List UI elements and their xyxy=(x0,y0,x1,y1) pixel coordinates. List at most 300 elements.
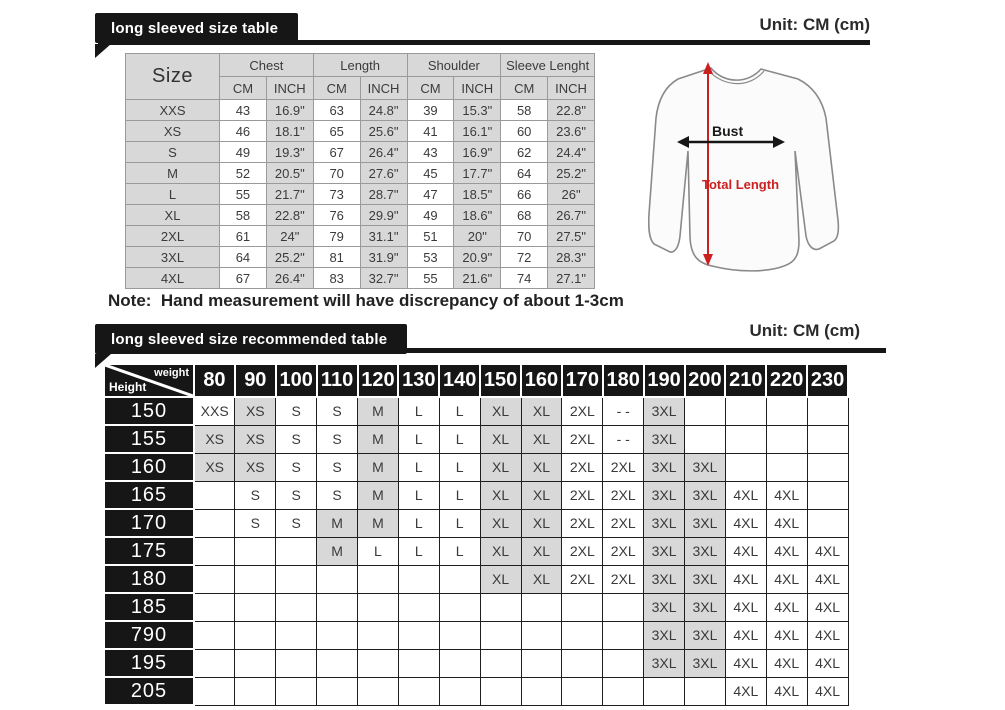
size-value-cell: 63 xyxy=(313,100,360,121)
recommended-size-cell xyxy=(807,481,848,509)
recommended-size-cell: 3XL xyxy=(685,649,726,677)
height-row-label: 180 xyxy=(104,565,194,593)
size-value-cell: 26.4" xyxy=(266,268,313,289)
recommended-size-cell xyxy=(521,593,562,621)
size-value-cell: 26.7" xyxy=(548,205,595,226)
recommended-size-cell: 3XL xyxy=(685,621,726,649)
recommended-size-cell: S xyxy=(276,509,317,537)
recommended-size-cell xyxy=(439,621,480,649)
height-row-label: 170 xyxy=(104,509,194,537)
recommended-size-cell: L xyxy=(358,537,399,565)
recommended-size-cell: 2XL xyxy=(603,565,644,593)
size-value-cell: 43 xyxy=(220,100,267,121)
top-table-title: long sleeved size table xyxy=(111,19,279,37)
recommended-size-cell: 2XL xyxy=(603,537,644,565)
size-value-cell: 24.4" xyxy=(548,142,595,163)
recommended-size-cell: 2XL xyxy=(562,425,603,453)
recommended-size-cell xyxy=(194,509,235,537)
size-column-header: Size xyxy=(126,54,220,100)
recommended-size-cell: 2XL xyxy=(562,537,603,565)
size-value-cell: 55 xyxy=(220,184,267,205)
matrix-row xyxy=(104,453,848,481)
size-value-cell: 26" xyxy=(548,184,595,205)
size-value-cell: 29.9" xyxy=(360,205,407,226)
recommended-size-cell: 3XL xyxy=(685,593,726,621)
size-value-cell: 32.7" xyxy=(360,268,407,289)
size-row-label: 2XL xyxy=(126,226,220,247)
recommended-size-cell xyxy=(521,677,562,705)
size-row-label: 3XL xyxy=(126,247,220,268)
recommended-size-cell xyxy=(766,425,807,453)
size-table-row xyxy=(126,226,595,247)
matrix-row xyxy=(104,481,848,509)
shirt-diagram xyxy=(648,46,888,296)
recommended-size-table xyxy=(103,363,849,706)
size-value-cell: 28.7" xyxy=(360,184,407,205)
recommended-size-cell: 2XL xyxy=(603,481,644,509)
size-value-cell: 61 xyxy=(220,226,267,247)
recommended-size-cell: XS xyxy=(235,397,276,425)
recommended-size-cell: 4XL xyxy=(807,565,848,593)
size-value-cell: 53 xyxy=(407,247,454,268)
recommended-size-cell xyxy=(276,649,317,677)
size-table-row xyxy=(126,100,595,121)
weight-height-corner-cell xyxy=(104,364,194,397)
recommended-size-cell xyxy=(276,677,317,705)
recommended-size-cell: M xyxy=(358,397,399,425)
recommended-size-cell xyxy=(194,649,235,677)
size-group-header: Length xyxy=(313,54,407,77)
recommended-size-cell: 3XL xyxy=(644,509,685,537)
recommended-size-cell xyxy=(276,537,317,565)
recommended-size-cell xyxy=(685,677,726,705)
size-row-label: XS xyxy=(126,121,220,142)
recommended-size-cell xyxy=(766,453,807,481)
recommended-size-cell: 3XL xyxy=(644,649,685,677)
size-value-cell: 79 xyxy=(313,226,360,247)
size-subheader: INCH xyxy=(548,77,595,100)
recommended-size-cell: S xyxy=(317,425,358,453)
recommended-size-cell xyxy=(439,593,480,621)
size-table-row xyxy=(126,247,595,268)
recommended-size-cell: L xyxy=(439,537,480,565)
recommended-size-cell xyxy=(276,593,317,621)
recommended-size-cell: 4XL xyxy=(725,677,766,705)
size-group-header: Shoulder xyxy=(407,54,501,77)
recommended-size-cell: XL xyxy=(521,453,562,481)
recommended-size-cell xyxy=(603,621,644,649)
size-row-label: 4XL xyxy=(126,268,220,289)
recommended-size-cell xyxy=(235,537,276,565)
recommended-size-cell: M xyxy=(358,509,399,537)
size-value-cell: 81 xyxy=(313,247,360,268)
size-value-cell: 27.6" xyxy=(360,163,407,184)
matrix-row xyxy=(104,509,848,537)
size-subheader: INCH xyxy=(266,77,313,100)
recommended-size-cell xyxy=(317,565,358,593)
recommended-size-cell xyxy=(235,649,276,677)
weight-corner-label: weight xyxy=(154,367,189,379)
total-length-label: Total Length xyxy=(702,177,780,192)
size-value-cell: 26.4" xyxy=(360,142,407,163)
recommended-size-cell: 4XL xyxy=(766,481,807,509)
recommended-size-cell: S xyxy=(276,481,317,509)
size-value-cell: 47 xyxy=(407,184,454,205)
size-value-cell: 67 xyxy=(220,268,267,289)
recommended-size-cell xyxy=(358,621,399,649)
recommended-size-cell: XL xyxy=(521,481,562,509)
recommended-size-cell: 3XL xyxy=(644,565,685,593)
size-value-cell: 74 xyxy=(501,268,548,289)
weight-header-cell: 160 xyxy=(521,364,562,397)
height-row-label: 175 xyxy=(104,537,194,565)
top-table-title-tab xyxy=(95,13,298,43)
size-row-label: XXS xyxy=(126,100,220,121)
size-value-cell: 20" xyxy=(454,226,501,247)
recommended-size-cell xyxy=(317,621,358,649)
size-value-cell: 70 xyxy=(313,163,360,184)
size-subheader: INCH xyxy=(454,77,501,100)
size-value-cell: 83 xyxy=(313,268,360,289)
size-value-cell: 27.1" xyxy=(548,268,595,289)
recommended-size-cell xyxy=(194,621,235,649)
size-subheader: CM xyxy=(313,77,360,100)
recommended-size-cell: S xyxy=(235,481,276,509)
recommended-size-cell xyxy=(685,397,726,425)
recommended-size-cell xyxy=(194,537,235,565)
weight-header-cell: 130 xyxy=(398,364,439,397)
size-value-cell: 21.7" xyxy=(266,184,313,205)
size-value-cell: 17.7" xyxy=(454,163,501,184)
recommended-size-cell xyxy=(358,649,399,677)
recommended-size-cell: 4XL xyxy=(725,509,766,537)
height-row-label: 165 xyxy=(104,481,194,509)
recommended-size-cell: 3XL xyxy=(644,453,685,481)
recommended-size-cell: L xyxy=(439,453,480,481)
size-value-cell: 24.8" xyxy=(360,100,407,121)
size-table-row xyxy=(126,205,595,226)
recommended-size-cell xyxy=(480,621,521,649)
recommended-size-cell: L xyxy=(439,425,480,453)
matrix-row xyxy=(104,593,848,621)
recommended-size-cell: 4XL xyxy=(807,621,848,649)
tab-tail-icon xyxy=(95,354,111,368)
recommended-size-cell xyxy=(194,481,235,509)
recommended-size-cell: 4XL xyxy=(766,649,807,677)
weight-header-cell: 200 xyxy=(685,364,726,397)
bust-label: Bust xyxy=(712,123,744,139)
height-row-label: 150 xyxy=(104,397,194,425)
recommended-size-cell: L xyxy=(439,397,480,425)
size-value-cell: 16.9" xyxy=(266,100,313,121)
size-group-row xyxy=(126,54,595,77)
measurement-note: Note: Hand measurement will have discrepancy of about 1-3cm xyxy=(108,291,624,310)
recommended-size-cell: M xyxy=(358,425,399,453)
recommended-size-cell xyxy=(358,677,399,705)
unit-label-bottom: Unit: CM (cm) xyxy=(749,321,860,340)
size-table-row xyxy=(126,121,595,142)
recommended-size-cell xyxy=(480,593,521,621)
matrix-body xyxy=(104,397,848,705)
recommended-size-cell xyxy=(562,677,603,705)
recommended-size-cell xyxy=(807,397,848,425)
recommended-size-cell: L xyxy=(439,481,480,509)
recommended-size-cell: 3XL xyxy=(685,509,726,537)
size-row-label: M xyxy=(126,163,220,184)
recommended-size-cell xyxy=(603,677,644,705)
recommended-size-cell: XXS xyxy=(194,397,235,425)
recommended-size-cell: XS xyxy=(194,453,235,481)
recommended-size-cell: S xyxy=(276,453,317,481)
recommended-size-cell xyxy=(644,677,685,705)
recommended-size-cell xyxy=(603,649,644,677)
recommended-size-cell: 4XL xyxy=(725,621,766,649)
recommended-size-cell: 3XL xyxy=(685,481,726,509)
recommended-size-cell xyxy=(807,453,848,481)
recommended-size-cell xyxy=(562,649,603,677)
size-value-cell: 22.8" xyxy=(548,100,595,121)
matrix-header-row xyxy=(104,364,848,397)
recommended-size-cell xyxy=(398,593,439,621)
size-value-cell: 20.9" xyxy=(454,247,501,268)
size-value-cell: 31.9" xyxy=(360,247,407,268)
size-value-cell: 16.9" xyxy=(454,142,501,163)
size-group-header: Chest xyxy=(220,54,314,77)
recommended-size-cell xyxy=(603,593,644,621)
matrix-row xyxy=(104,621,848,649)
size-value-cell: 27.5" xyxy=(548,226,595,247)
tab-tail-icon xyxy=(95,44,111,58)
recommended-size-cell xyxy=(480,677,521,705)
recommended-size-cell: 3XL xyxy=(644,621,685,649)
recommended-size-cell: S xyxy=(317,481,358,509)
recommended-size-cell xyxy=(807,509,848,537)
unit-label-top: Unit: CM (cm) xyxy=(759,15,870,34)
recommended-size-cell: XS xyxy=(235,453,276,481)
matrix-row xyxy=(104,425,848,453)
recommended-size-cell: XS xyxy=(235,425,276,453)
matrix-head xyxy=(104,364,848,397)
recommended-size-cell xyxy=(725,453,766,481)
height-row-label: 195 xyxy=(104,649,194,677)
weight-header-cell: 220 xyxy=(766,364,807,397)
height-row-label: 790 xyxy=(104,621,194,649)
recommended-size-cell: 2XL xyxy=(562,481,603,509)
size-subheader: CM xyxy=(220,77,267,100)
size-value-cell: 72 xyxy=(501,247,548,268)
size-value-cell: 22.8" xyxy=(266,205,313,226)
recommended-size-cell xyxy=(317,593,358,621)
recommended-size-cell: XL xyxy=(521,537,562,565)
recommended-size-cell: XL xyxy=(480,425,521,453)
recommended-size-cell: XL xyxy=(480,537,521,565)
recommended-size-cell: - - xyxy=(603,425,644,453)
weight-header-cell: 210 xyxy=(725,364,766,397)
bottom-table-title-tab xyxy=(95,324,407,354)
recommended-size-cell: L xyxy=(398,537,439,565)
weight-header-cell: 80 xyxy=(194,364,235,397)
weight-header-cell: 120 xyxy=(358,364,399,397)
size-value-cell: 55 xyxy=(407,268,454,289)
height-row-label: 205 xyxy=(104,677,194,705)
matrix-row xyxy=(104,649,848,677)
size-value-cell: 21.6" xyxy=(454,268,501,289)
recommended-size-cell xyxy=(276,565,317,593)
size-value-cell: 66 xyxy=(501,184,548,205)
size-value-cell: 18.1" xyxy=(266,121,313,142)
recommended-size-cell: 4XL xyxy=(766,677,807,705)
weight-header-cell: 230 xyxy=(807,364,848,397)
recommended-size-cell xyxy=(358,593,399,621)
size-value-cell: 73 xyxy=(313,184,360,205)
recommended-size-cell: L xyxy=(398,481,439,509)
recommended-size-cell xyxy=(235,677,276,705)
size-value-cell: 31.1" xyxy=(360,226,407,247)
recommended-size-cell xyxy=(562,621,603,649)
recommended-size-cell: 2XL xyxy=(562,453,603,481)
recommended-size-cell: 4XL xyxy=(766,537,807,565)
size-value-cell: 68 xyxy=(501,205,548,226)
recommended-size-cell xyxy=(725,397,766,425)
height-row-label: 160 xyxy=(104,453,194,481)
recommended-size-cell: 4XL xyxy=(807,677,848,705)
size-value-cell: 25.6" xyxy=(360,121,407,142)
weight-header-cell: 180 xyxy=(603,364,644,397)
matrix-row xyxy=(104,397,848,425)
size-value-cell: 18.6" xyxy=(454,205,501,226)
recommended-size-cell: M xyxy=(358,453,399,481)
recommended-size-cell: M xyxy=(317,537,358,565)
recommended-size-cell: S xyxy=(235,509,276,537)
recommended-size-cell: XL xyxy=(480,509,521,537)
recommended-size-cell xyxy=(317,677,358,705)
size-row-label: S xyxy=(126,142,220,163)
recommended-size-cell: S xyxy=(317,453,358,481)
size-table-row xyxy=(126,142,595,163)
size-table xyxy=(125,53,595,289)
shirt-outline xyxy=(649,68,839,271)
recommended-size-cell xyxy=(725,425,766,453)
recommended-size-cell: 4XL xyxy=(725,649,766,677)
size-value-cell: 58 xyxy=(220,205,267,226)
recommended-size-cell: 3XL xyxy=(644,397,685,425)
recommended-size-cell: L xyxy=(398,425,439,453)
size-value-cell: 62 xyxy=(501,142,548,163)
size-value-cell: 20.5" xyxy=(266,163,313,184)
size-value-cell: 41 xyxy=(407,121,454,142)
size-value-cell: 76 xyxy=(313,205,360,226)
weight-header-cell: 150 xyxy=(480,364,521,397)
size-subheader: INCH xyxy=(360,77,407,100)
recommended-size-cell xyxy=(521,621,562,649)
recommended-size-cell: XL xyxy=(521,565,562,593)
recommended-size-cell: 4XL xyxy=(766,593,807,621)
recommended-size-cell: 2XL xyxy=(603,453,644,481)
size-row-label: XL xyxy=(126,205,220,226)
recommended-size-cell xyxy=(235,593,276,621)
recommended-size-cell xyxy=(194,677,235,705)
recommended-size-cell: L xyxy=(398,509,439,537)
size-value-cell: 18.5" xyxy=(454,184,501,205)
recommended-size-cell xyxy=(398,621,439,649)
size-group-header: Sleeve Lenght xyxy=(501,54,595,77)
height-row-label: 155 xyxy=(104,425,194,453)
size-value-cell: 67 xyxy=(313,142,360,163)
size-value-cell: 51 xyxy=(407,226,454,247)
size-table-body xyxy=(126,100,595,289)
recommended-size-cell: 4XL xyxy=(807,593,848,621)
recommended-size-cell xyxy=(194,565,235,593)
size-value-cell: 46 xyxy=(220,121,267,142)
recommended-size-cell: 4XL xyxy=(766,621,807,649)
recommended-size-cell: L xyxy=(439,509,480,537)
size-subheader: CM xyxy=(501,77,548,100)
recommended-size-cell: L xyxy=(398,453,439,481)
recommended-size-cell xyxy=(439,565,480,593)
size-value-cell: 19.3" xyxy=(266,142,313,163)
recommended-size-cell: L xyxy=(398,397,439,425)
weight-header-cell: 190 xyxy=(644,364,685,397)
recommended-size-cell: 4XL xyxy=(766,565,807,593)
recommended-size-cell: XL xyxy=(521,425,562,453)
size-value-cell: 60 xyxy=(501,121,548,142)
recommended-size-cell: 4XL xyxy=(807,537,848,565)
recommended-size-cell: 3XL xyxy=(685,453,726,481)
recommended-size-cell: XL xyxy=(480,397,521,425)
size-value-cell: 28.3" xyxy=(548,247,595,268)
recommended-size-cell: S xyxy=(276,397,317,425)
recommended-size-cell: XL xyxy=(521,397,562,425)
recommended-size-cell: 4XL xyxy=(725,565,766,593)
size-value-cell: 45 xyxy=(407,163,454,184)
size-value-cell: 16.1" xyxy=(454,121,501,142)
size-value-cell: 43 xyxy=(407,142,454,163)
recommended-size-cell: - - xyxy=(603,397,644,425)
recommended-size-cell xyxy=(807,425,848,453)
recommended-size-cell: XS xyxy=(194,425,235,453)
recommended-size-cell xyxy=(439,649,480,677)
height-corner-label: Height xyxy=(109,380,147,394)
size-value-cell: 15.3" xyxy=(454,100,501,121)
recommended-size-cell: 3XL xyxy=(644,537,685,565)
recommended-size-cell xyxy=(480,649,521,677)
size-value-cell: 65 xyxy=(313,121,360,142)
recommended-size-cell: 4XL xyxy=(766,509,807,537)
recommended-size-cell: 3XL xyxy=(685,537,726,565)
recommended-size-cell xyxy=(235,621,276,649)
size-table-row xyxy=(126,184,595,205)
recommended-size-cell xyxy=(766,397,807,425)
recommended-size-cell xyxy=(276,621,317,649)
size-value-cell: 64 xyxy=(220,247,267,268)
weight-header-cell: 170 xyxy=(562,364,603,397)
recommended-size-cell: XL xyxy=(521,509,562,537)
recommended-size-cell: 3XL xyxy=(685,565,726,593)
size-value-cell: 52 xyxy=(220,163,267,184)
recommended-size-cell: XL xyxy=(480,481,521,509)
recommended-size-cell xyxy=(398,677,439,705)
weight-header-cell: 100 xyxy=(276,364,317,397)
recommended-size-cell: 4XL xyxy=(725,481,766,509)
matrix-row xyxy=(104,565,848,593)
recommended-size-cell: S xyxy=(276,425,317,453)
recommended-size-cell: 4XL xyxy=(807,649,848,677)
recommended-size-cell: 2XL xyxy=(562,565,603,593)
size-value-cell: 24" xyxy=(266,226,313,247)
recommended-size-cell: 3XL xyxy=(644,425,685,453)
size-value-cell: 49 xyxy=(407,205,454,226)
weight-header-cell: 110 xyxy=(317,364,358,397)
